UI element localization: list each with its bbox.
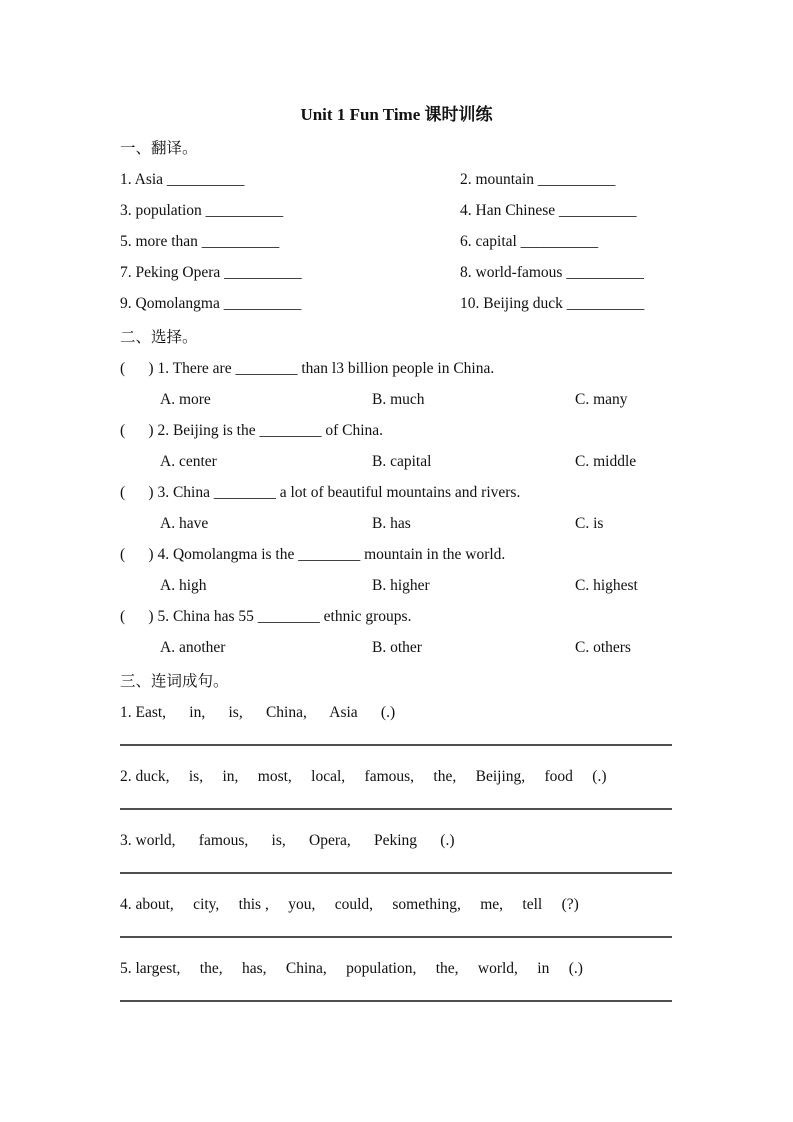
translate-list <box>120 164 733 319</box>
translate-item: 9. Qomolangma __________ <box>120 295 302 312</box>
option-c: C. many <box>575 391 628 408</box>
rearrange-words: 3. world, famous, is, Opera, Peking (.) <box>120 832 455 849</box>
translate-item: 4. Han Chinese __________ <box>460 202 637 219</box>
worksheet-content <box>120 133 733 1017</box>
option-a: A. more <box>160 391 211 408</box>
option-b: B. other <box>372 639 422 656</box>
translate-item: 8. world-famous __________ <box>460 264 644 281</box>
options-row <box>120 632 733 663</box>
rearrange-words: 5. largest, the, has, China, population, the, world, in (.) <box>120 960 583 977</box>
option-a: A. another <box>160 639 226 656</box>
choice-question <box>120 601 733 663</box>
translate-item: 1. Asia __________ <box>120 171 245 188</box>
rearrange-item <box>120 889 733 938</box>
option-b: B. much <box>372 391 425 408</box>
rearrange-item <box>120 697 733 746</box>
answer-line <box>120 792 672 810</box>
option-a: A. have <box>160 515 209 532</box>
choice-question <box>120 539 733 601</box>
question-stem: ( ) 3. China ________ a lot of beautiful mountains and rivers. <box>120 484 521 501</box>
answer-line <box>120 920 672 938</box>
answer-line <box>120 856 672 874</box>
translate-item: 7. Peking Opera __________ <box>120 264 302 281</box>
rearrange-item <box>120 953 733 1002</box>
page-title: Unit 1 Fun Time 课时训练 <box>300 105 493 124</box>
choice-question <box>120 415 733 477</box>
options-row <box>120 446 733 477</box>
rearrange-words: 1. East, in, is, China, Asia (.) <box>120 704 396 721</box>
translate-item: 5. more than __________ <box>120 233 280 250</box>
question-stem: ( ) 1. There are ________ than l3 billion people in China. <box>120 360 495 377</box>
option-b: B. has <box>372 515 411 532</box>
options-row <box>120 384 733 415</box>
option-b: B. higher <box>372 577 430 594</box>
option-b: B. capital <box>372 453 432 470</box>
question-stem: ( ) 4. Qomolangma is the ________ mountain in the world. <box>120 546 506 563</box>
translate-item: 6. capital __________ <box>460 233 599 250</box>
answer-line <box>120 984 672 1002</box>
choice-question <box>120 477 733 539</box>
translate-item: 3. population __________ <box>120 202 284 219</box>
option-c: C. is <box>575 515 604 532</box>
rearrange-item <box>120 825 733 874</box>
section-translate-heading: 一、翻译。 <box>120 140 198 157</box>
answer-line <box>120 728 672 746</box>
options-row <box>120 508 733 539</box>
choice-question <box>120 353 733 415</box>
translate-item: 2. mountain __________ <box>460 171 616 188</box>
rearrange-words: 2. duck, is, in, most, local, famous, the, Beijing, food (.) <box>120 768 607 785</box>
section-rearrange-heading: 三、连词成句。 <box>120 673 229 690</box>
translate-item: 10. Beijing duck __________ <box>460 295 645 312</box>
option-a: A. high <box>160 577 207 594</box>
option-c: C. others <box>575 639 631 656</box>
question-stem: ( ) 2. Beijing is the ________ of China. <box>120 422 384 439</box>
question-stem: ( ) 5. China has 55 ________ ethnic groups. <box>120 608 412 625</box>
option-c: C. highest <box>575 577 638 594</box>
section-choice-heading: 二、选择。 <box>120 329 198 346</box>
options-row <box>120 570 733 601</box>
rearrange-item <box>120 761 733 810</box>
rearrange-words: 4. about, city, this , you, could, something, me, tell (?) <box>120 896 579 913</box>
option-c: C. middle <box>575 453 637 470</box>
option-a: A. center <box>160 453 217 470</box>
